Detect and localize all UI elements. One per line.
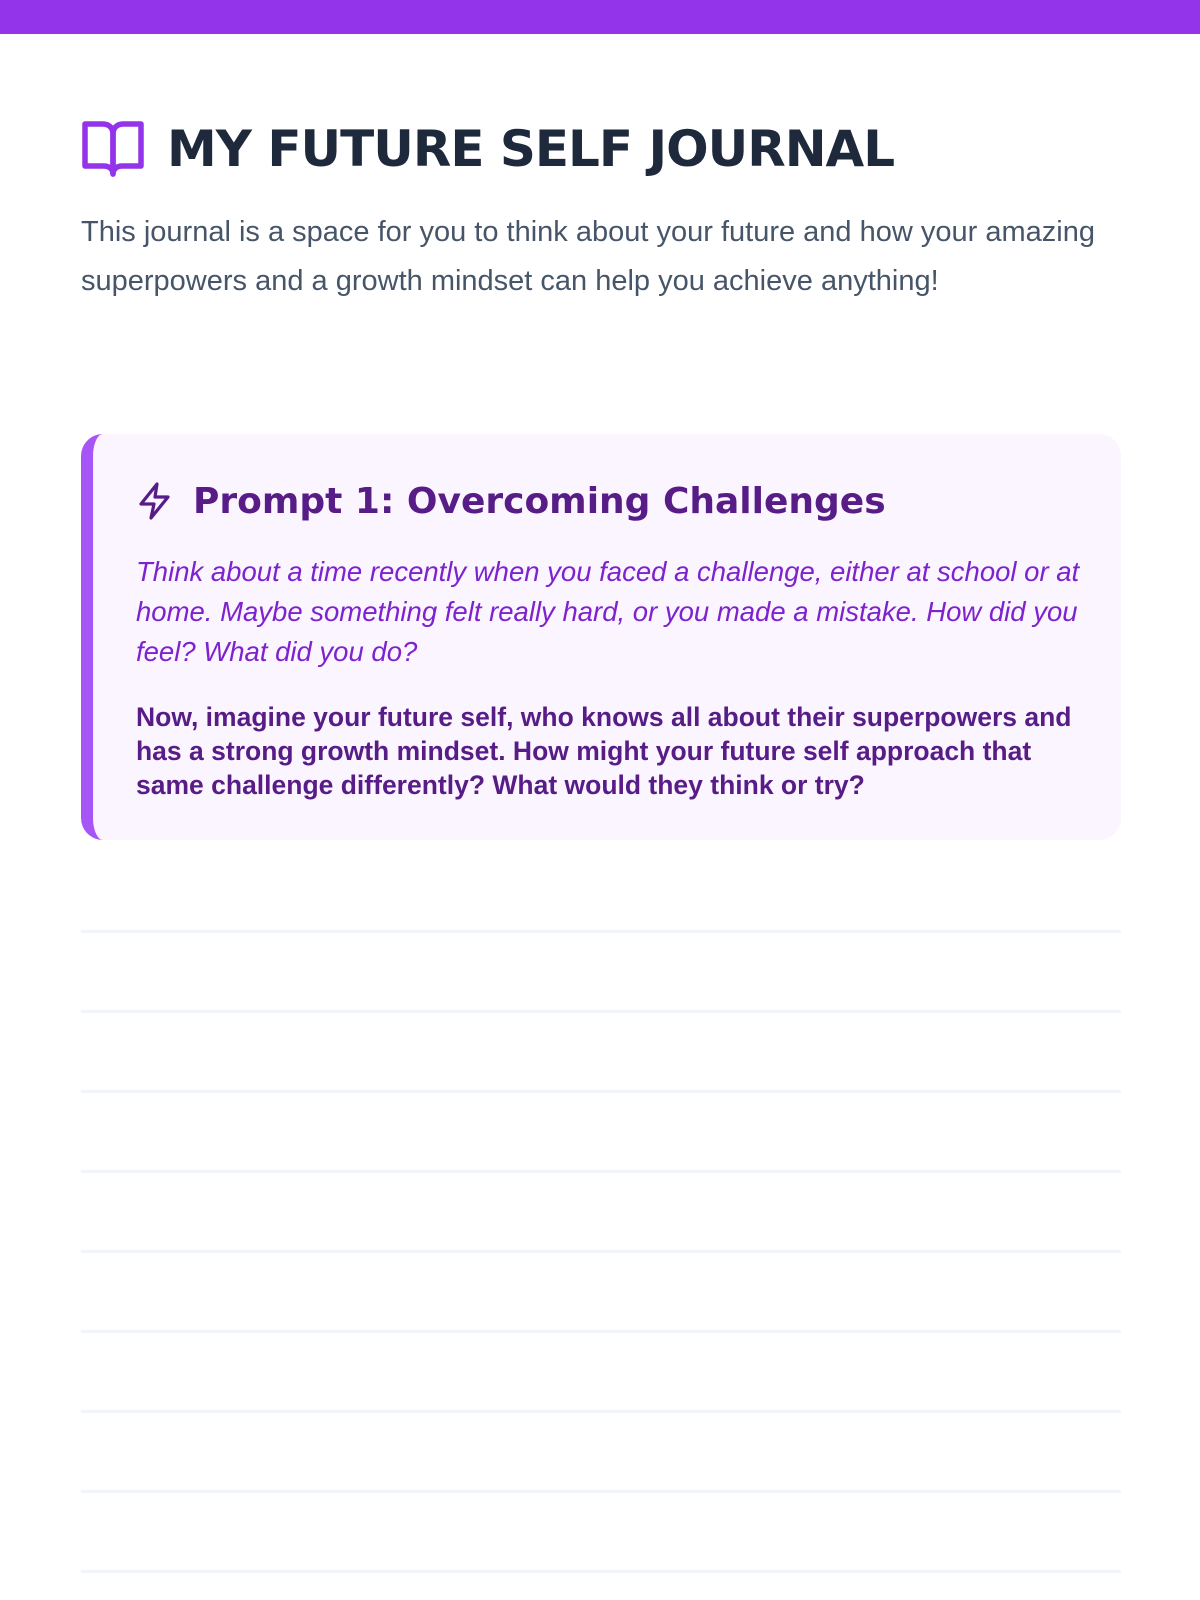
prompt-reflection: Now, imagine your future self, who knows all about their superpowers and has a strong growth mindset. How might your future self approach that same challenge differently? What would they think or try? [136,702,1072,800]
lightning-bolt-icon [135,481,175,521]
prompt-question: Think about a time recently when you faced a challenge, either at school or at home. Maybe something felt really hard, or you made a mistake. How did you feel? What did you do? [136,556,1080,667]
intro-text: This journal is a space for you to think about your future and how your amazing superpowers and a growth mindset can help you achieve anything! [81,216,1095,297]
top-accent-bar [0,0,1200,34]
writing-line [81,1330,1121,1333]
prompt-heading [135,474,1095,528]
writing-line [81,930,1121,933]
writing-line [81,1490,1121,1493]
writing-line [81,1010,1121,1013]
page-title: MY FUTURE SELF JOURNAL [167,120,895,178]
writing-line [81,1570,1121,1573]
writing-line [81,1250,1121,1253]
writing-line [81,1170,1121,1173]
writing-line [81,1090,1121,1093]
writing-line [81,1410,1121,1413]
prompt-card [81,434,1121,840]
book-open-icon [81,119,145,179]
prompt-title: Prompt 1: Overcoming Challenges [193,480,886,522]
journal-header [81,112,1121,186]
